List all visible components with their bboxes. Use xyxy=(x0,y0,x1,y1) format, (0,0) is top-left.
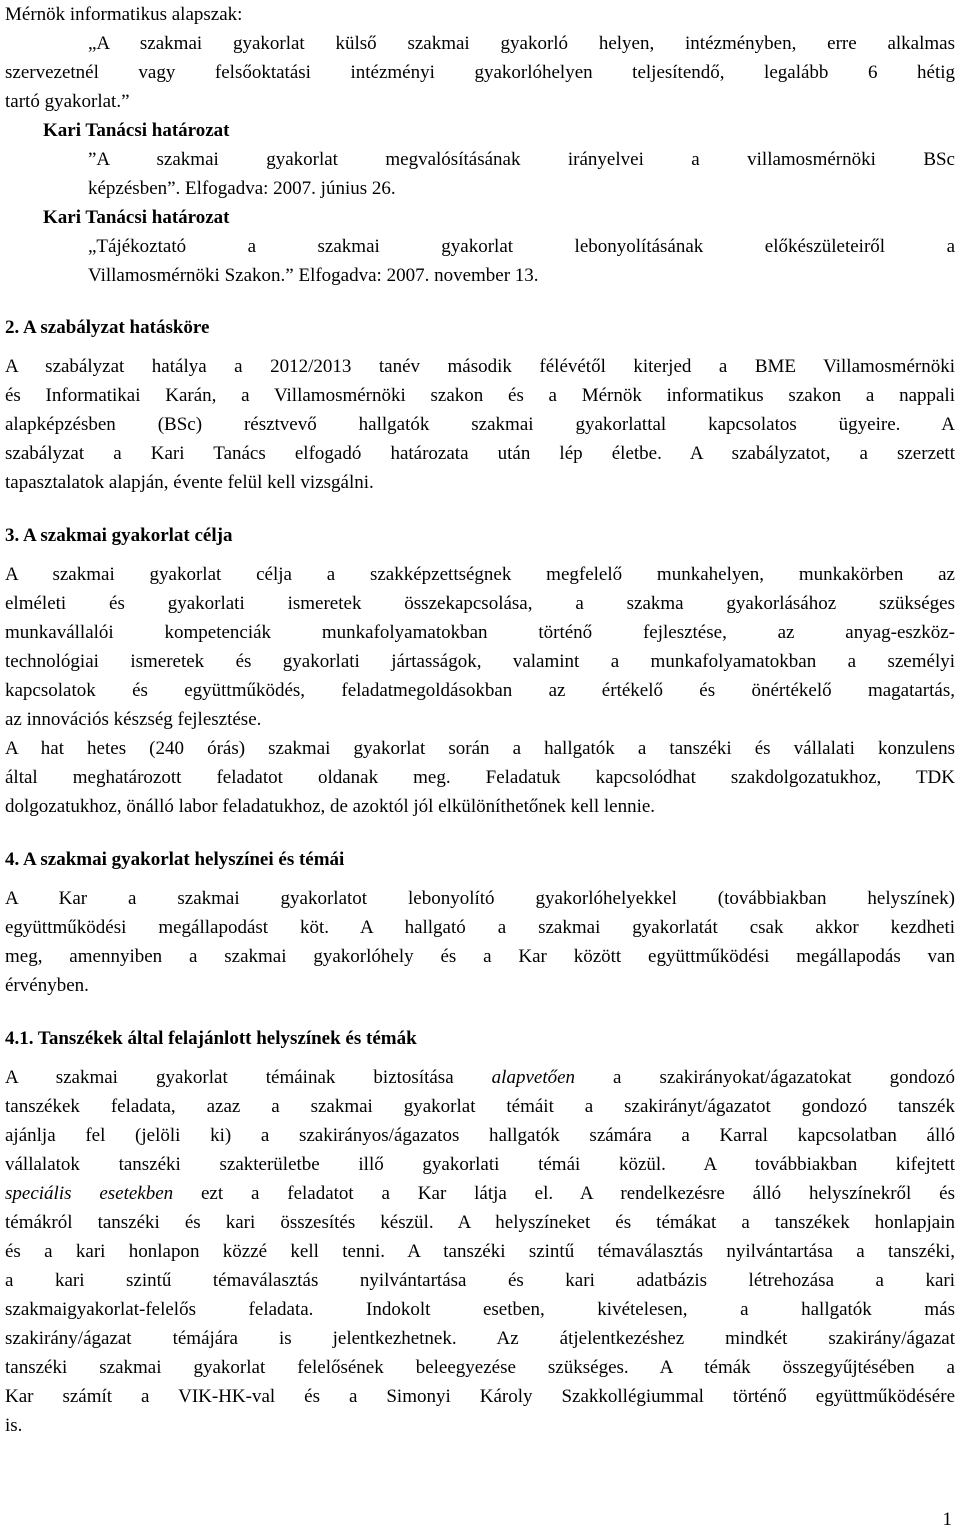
section-3-body xyxy=(5,560,955,821)
paragraph-line: vállalatok tanszéki szakterületbe illő gyakorlati témái közül. A továbbiakban kifejtett xyxy=(5,1154,955,1175)
paragraph-line: által meghatározott feladatot oldanak meg. Feladatuk kapcsolódhat szakdolgozatukhoz, TDK xyxy=(5,767,955,788)
paragraph-line: dolgozatukhoz, önálló labor feladatukhoz, de azoktól jól elkülöníthetőnek kell lennie. xyxy=(5,796,656,817)
section-4-1-heading: 4.1. Tanszékek által felajánlott helyszínek és témák xyxy=(5,1028,417,1049)
intro-line-2: „A szakmai gyakorlat külső szakmai gyakorló helyen, intézményben, erre alkalmas xyxy=(88,33,955,54)
paragraph-line xyxy=(5,1179,955,1208)
section-3-heading: 3. A szakmai gyakorlat célja xyxy=(5,525,233,546)
kari-tanacsi-1-line-2: képzésben”. Elfogadva: 2007. június 26. xyxy=(88,178,396,199)
intro-line-1: Mérnök informatikus alapszak: xyxy=(5,4,243,25)
paragraph-line: technológiai ismeretek és gyakorlati jártasságok, valamint a munkafolyamatokban a személyi xyxy=(5,651,955,672)
paragraph-line: elméleti és gyakorlati ismeretek összekapcsolása, a szakma gyakorlásához szükséges xyxy=(5,593,955,614)
paragraph-line: ajánlja fel (jelöli ki) a szakirányos/ágazatos hallgatók számára a Karral kapcsolatban álló xyxy=(5,1125,955,1146)
paragraph-line: a kari szintű témaválasztás nyilvántartása és kari adatbázis létrehozása a kari xyxy=(5,1270,955,1291)
intro-line-3: szervezetnél vagy felsőoktatási intézményi gyakorlóhelyen teljesítendő, legalább 6 hétig xyxy=(5,62,955,83)
text-run: A szakmai gyakorlat témáinak biztosítása xyxy=(5,1067,492,1088)
section-4-body xyxy=(5,884,955,1000)
paragraph-line: A hat hetes (240 órás) szakmai gyakorlat során a hallgatók a tanszéki és vállalati konzulens xyxy=(5,738,955,759)
text-run: ezt a feladatot a Kar látja el. A rendelkezésre álló helyszínekről és xyxy=(173,1183,955,1204)
section-2-body xyxy=(5,352,955,497)
paragraph-line: meg, amennyiben a szakmai gyakorlóhely és a Kar között együttműködési megállapodás van xyxy=(5,946,955,967)
intro-block xyxy=(5,0,955,290)
paragraph-line: kapcsolatok és együttműködés, feladatmegoldásokban az értékelő és önértékelő magatartás, xyxy=(5,680,955,701)
intro-line-4: tartó gyakorlat.” xyxy=(5,91,130,112)
paragraph-line: az innovációs készség fejlesztése. xyxy=(5,709,262,730)
kari-tanacsi-title-2: Kari Tanácsi határozat xyxy=(43,207,230,228)
text-run: a szakirányokat/ágazatokat gondozó xyxy=(575,1067,955,1088)
emphasis-text: speciális esetekben xyxy=(5,1183,174,1204)
emphasis-text: alapvetően xyxy=(491,1067,576,1088)
paragraph-line: és a kari honlapon közzé kell tenni. A tanszéki szintű témaválasztás nyilvántartása a tanszéki, xyxy=(5,1241,955,1262)
paragraph-line: tanszéki szakmai gyakorlat felelősének beleegyezése szükséges. A témák összegyűjtésében a xyxy=(5,1357,955,1378)
paragraph-line: szakirány/ágazat témájára is jelentkezhetnek. Az átjelentkezéshez mindkét szakirány/ágazat xyxy=(5,1328,955,1349)
paragraph-line: szakmaigyakorlat-felelős feladata. Indokolt esetben, kivételesen, a hallgatók más xyxy=(5,1299,955,1320)
section-4-1-body xyxy=(5,1063,955,1440)
kari-tanacsi-2-line-2: Villamosmérnöki Szakon.” Elfogadva: 2007. november 13. xyxy=(88,265,539,286)
section-2-heading: 2. A szabályzat hatásköre xyxy=(5,317,210,338)
document-page xyxy=(5,0,955,1440)
paragraph-line xyxy=(5,1063,955,1092)
paragraph-line: szabályzat a Kari Tanács elfogadó határozata után lép életbe. A szabályzatot, a szerzett xyxy=(5,443,955,464)
paragraph-line: alapképzésben (BSc) résztvevő hallgatók szakmai gyakorlattal kapcsolatos ügyeire. A xyxy=(5,414,955,435)
paragraph-line: A szakmai gyakorlat célja a szakképzettségnek megfelelő munkahelyen, munkakörben az xyxy=(5,564,955,585)
section-4-heading: 4. A szakmai gyakorlat helyszínei és témái xyxy=(5,849,345,870)
kari-tanacsi-1-line-1: ”A szakmai gyakorlat megvalósításának irányelvei a villamosmérnöki BSc xyxy=(88,149,955,170)
paragraph-line: munkavállalói kompetenciák munkafolyamatokban történő fejlesztése, az anyag-eszköz- xyxy=(5,622,955,643)
kari-tanacsi-title-1: Kari Tanácsi határozat xyxy=(43,120,230,141)
paragraph-line: és Informatikai Karán, a Villamosmérnöki szakon és a Mérnök informatikus szakon a nappali xyxy=(5,385,955,406)
kari-tanacsi-2-line-1: „Tájékoztató a szakmai gyakorlat lebonyolításának előkészületeiről a xyxy=(88,236,955,257)
paragraph-line: is. xyxy=(5,1415,23,1436)
paragraph-line: Kar számít a VIK-HK-val és a Simonyi Károly Szakkollégiummal történő együttműködésére xyxy=(5,1386,955,1407)
paragraph-line: A szabályzat hatálya a 2012/2013 tanév második félévétől kiterjed a BME Villamosmérnöki xyxy=(5,356,955,377)
paragraph-line: A Kar a szakmai gyakorlatot lebonyolító gyakorlóhelyekkel (továbbiakban helyszínek) xyxy=(5,888,955,909)
paragraph-line: érvényben. xyxy=(5,975,89,996)
paragraph-line: tanszékek feladata, azaz a szakmai gyakorlat témáit a szakirányt/ágazatot gondozó tanszék xyxy=(5,1096,955,1117)
page-number: 1 xyxy=(942,1509,952,1530)
paragraph-line: témákról tanszéki és kari összesítés készül. A helyszíneket és témákat a tanszékek honlapjain xyxy=(5,1212,955,1233)
paragraph-line: együttműködési megállapodást köt. A hallgató a szakmai gyakorlatát csak akkor kezdheti xyxy=(5,917,955,938)
paragraph-line: tapasztalatok alapján, évente felül kell vizsgálni. xyxy=(5,472,374,493)
